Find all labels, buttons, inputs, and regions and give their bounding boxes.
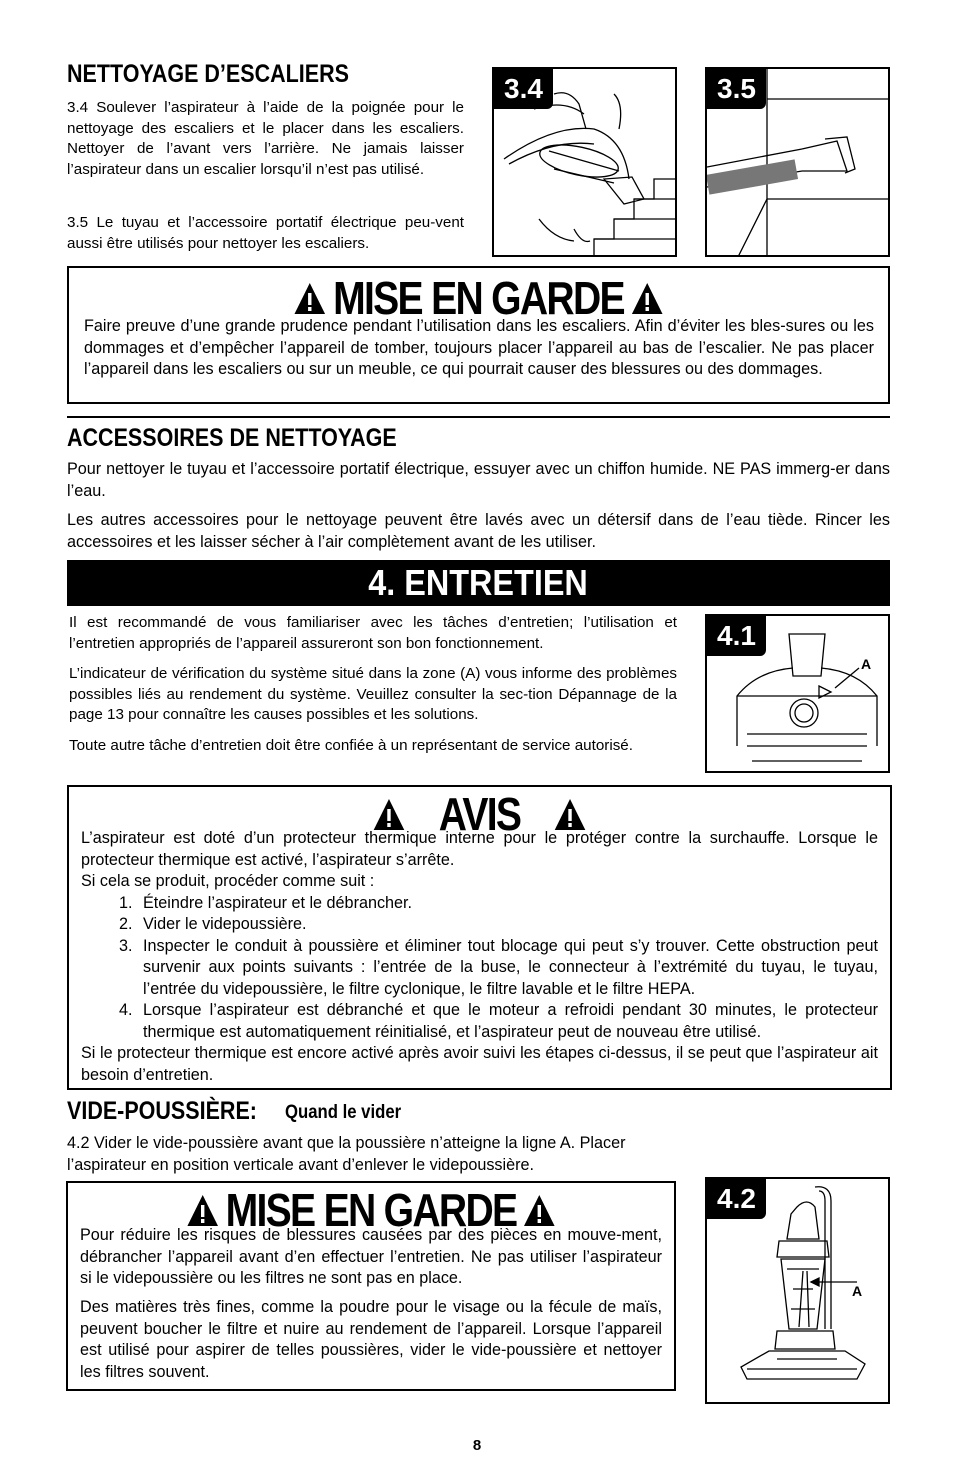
page-number: 8 <box>472 1437 482 1454</box>
notice-step-text: Lorsque l’aspirateur est débranché et que le moteur a refroidi pendant 30 minutes, le protecteur thermique est automatiquement réinitialisé, et l’aspirateur peut de nouveau être utilisé. <box>143 1001 878 1041</box>
stairs-paragraph-2: 3.5 Le tuyau et l’accessoire portatif électrique peu-vent aussi être utilisés pour nettoyer les escaliers. <box>67 214 464 252</box>
notice-step <box>119 893 878 915</box>
warning-box-dustbin <box>66 1181 676 1391</box>
notice-box-thermal <box>67 785 892 1090</box>
figure-4-2-badge: 4.2 <box>707 1179 766 1219</box>
figure-4-1-badge: 4.1 <box>707 616 766 656</box>
notice-step <box>119 936 878 1001</box>
figure-3-5 <box>705 67 890 257</box>
warning-triangle-icon <box>523 1194 555 1227</box>
warning-triangle-icon <box>631 282 663 315</box>
notice-step <box>119 1000 878 1043</box>
figure-4-2 <box>705 1177 890 1404</box>
maintenance-paragraph-2: L’indicateur de vérification du système situé dans la zone (A) vous informe des problèmes possibles liés au rendement du système. Veuillez consulter la sec-tion Dépannage de la page 13 pour connaître les causes possibles et les solutions. <box>69 665 677 723</box>
dust-subheading: Quand le vider <box>285 1102 402 1123</box>
warning-triangle-icon <box>294 282 326 315</box>
warning-box-stairs <box>67 266 890 404</box>
notice-step-number: 1. <box>119 893 133 912</box>
accessories-paragraph-1: Pour nettoyer le tuyau et l’accessoire portatif électrique, essuyer avec un chiffon humide. NE PAS immerg-er dans l’eau. <box>67 460 890 500</box>
notice-title: AVIS <box>438 788 521 840</box>
accessories-paragraph-2: Les autres accessoires pour le nettoyage peuvent être lavés avec un détersif dans de l’eau tiède. Rincer les accessoires et les laisser sécher à l’air complètement avant de les utiliser. <box>67 511 890 551</box>
notice-steps <box>81 893 878 1044</box>
warning-title: MISE EN GARDE <box>333 272 624 324</box>
notice-content <box>81 828 878 1086</box>
warning-triangle-icon <box>372 798 404 831</box>
warning-title: MISE EN GARDE <box>225 1184 517 1236</box>
section-divider <box>67 416 890 418</box>
section-bar-maintenance <box>67 560 890 606</box>
notice-outro: Si le protecteur thermique est encore activé après avoir suivi les étapes ci-dessus, il se peut que l’aspirateur ait besoin d’entretien. <box>81 1044 878 1084</box>
figure-3-4 <box>492 67 677 257</box>
warning-text-stairs: Faire preuve d’une grande prudence pendant l’utilisation dans les escaliers. Afin d’éviter les bles-sures ou les dommages et d’empêcher l’appareil de tomber, toujours placer l’appareil au bas de l’escalier. Ne pas placer l’appareil dans les escaliers ou sur un meuble, ce qui pourrait causer des blessures ou des dommages. <box>84 317 874 378</box>
figure-3-4-badge: 3.4 <box>494 69 553 109</box>
notice-step-text: Inspecter le conduit à poussière et éliminer tout blocage qui peut s’y trouver. Cette obstruction peut survenir aux points suivants : l’entrée de la buse, le connecteur à l’extrémité du tuyau, le tuyau, l’entrée du videpoussière, le filtre cyclonique, le filtre lavable et le filtre HEPA. <box>143 936 878 998</box>
stairs-heading: NETTOYAGE D’ESCALIERS <box>67 60 349 88</box>
figure-3-5-badge: 3.5 <box>707 69 766 109</box>
figure-4-2-callout-label: A <box>852 1283 863 1299</box>
warning-title-row <box>130 274 826 322</box>
dust-heading: VIDE-POUSSIÈRE: <box>67 1097 257 1125</box>
warning-dustbin-paragraph-1: Pour réduire les risques de blessures causées par des pièces en mouve-ment, débrancher l’appareil avant d’en effectuer l’entretien. Ne pas utiliser l’aspirateur si le videpoussière ou les filtres ne sont pas en place. <box>80 1226 662 1287</box>
section-bar-title: 4. ENTRETIEN <box>368 562 589 603</box>
notice-step-text: Éteindre l’aspirateur et le débrancher. <box>143 893 413 912</box>
notice-intro: L’aspirateur est doté d’un protecteur thermique interne pour le protéger contre la surchauffe. Lorsque le protecteur thermique est activé, l’aspirateur s’arrête. <box>81 829 878 869</box>
dust-paragraph-1: 4.2 Vider le vide-poussière avant que la poussière n’atteigne la ligne A. Placer l’aspirateur en position verticale avant d’enlever le videpoussière. <box>67 1134 626 1174</box>
accessories-heading: ACCESSOIRES DE NETTOYAGE <box>67 424 397 452</box>
warning-dustbin-paragraph-2: Des matières très fines, comme la poudre pour le visage ou la fécule de maïs, peuvent boucher le filtre et nuire au rendement de l’appareil. Lorsque l’appareil est utilisé pour aspirer de telles poussières, vider le vide-poussière et nettoyer les filtres souvent. <box>80 1298 662 1381</box>
notice-step-text: Vider le videpoussière. <box>143 915 307 933</box>
stairs-paragraph-1: 3.4 Soulever l’aspirateur à l’aide de la poignée pour le nettoyage des escaliers et le placer dans les escaliers. Nettoyer de l’avant vers l’arrière. Ne jamais laisser l’aspirateur dans un escalier lorsqu’il n’est pas utilisé. <box>67 99 464 178</box>
figure-4-1 <box>705 614 890 773</box>
notice-step-number: 4. <box>119 1001 133 1019</box>
figure-4-1-callout-label: A <box>861 656 872 672</box>
maintenance-paragraph-1: Il est recommandé de vous familiariser avec les tâches d’entretien; l’utilisation et l’entretien appropriés de l’appareil assureront son bon fonctionnement. <box>69 614 677 652</box>
notice-step-number: 2. <box>119 915 133 933</box>
notice-lead: Si cela se produit, procéder comme suit : <box>81 872 375 890</box>
notice-step <box>119 914 878 936</box>
maintenance-paragraph-3: Toute autre tâche d’entretien doit être confiée à un représentant de service autorisé. <box>69 737 633 754</box>
dust-heading-row <box>67 1097 288 1126</box>
warning-triangle-icon <box>554 798 586 831</box>
warning-triangle-icon <box>187 1194 219 1227</box>
notice-step-number: 3. <box>119 936 133 955</box>
